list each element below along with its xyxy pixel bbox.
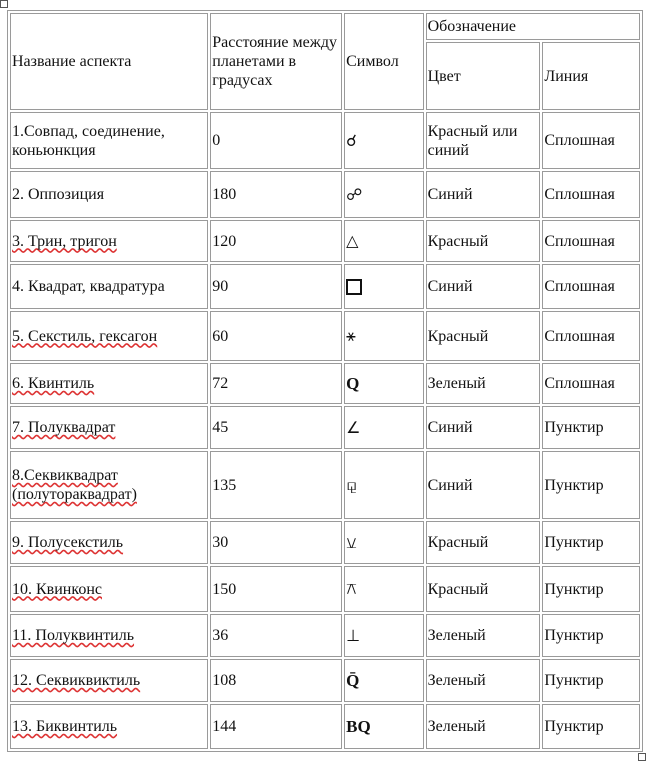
aspect-degrees: 180: [210, 171, 342, 218]
aspect-color: Красный: [426, 521, 541, 564]
aspect-symbol-cell: [344, 704, 424, 749]
table-row: [10, 264, 640, 309]
table-row: [10, 171, 640, 218]
aspect-symbol-cell: [344, 264, 424, 309]
table-row: [10, 659, 640, 702]
aspect-name: 2. Оппозиция: [12, 186, 105, 203]
aspect-color: Синий: [426, 171, 541, 218]
aspect-color: Зеленый: [426, 704, 541, 749]
aspect-color: Синий: [426, 451, 541, 519]
trine-icon: △: [346, 231, 359, 250]
aspect-symbol-cell: [344, 363, 424, 404]
aspect-name-cell: [10, 451, 208, 519]
aspect-color: Синий: [426, 406, 541, 449]
aspect-degrees: 90: [210, 264, 342, 309]
aspect-line: Пунктир: [542, 614, 640, 657]
aspect-degrees: 108: [210, 659, 342, 702]
aspect-symbol-cell: [344, 171, 424, 218]
aspect-name: 13. Биквинтиль: [12, 718, 118, 735]
semisextile-icon: ⚺: [346, 532, 357, 552]
table-row: [10, 521, 640, 564]
aspect-degrees: 144: [210, 704, 342, 749]
aspect-symbol-cell: [344, 614, 424, 657]
aspect-degrees: 135: [210, 451, 342, 519]
table-row: [10, 704, 640, 749]
quintile-icon: Q: [346, 373, 360, 393]
aspect-symbol-cell: [344, 112, 424, 169]
table-row: [10, 614, 640, 657]
aspect-color: Красный: [426, 566, 541, 612]
aspect-degrees: 72: [210, 363, 342, 404]
square-icon: [346, 279, 362, 295]
aspect-color: Красный: [426, 311, 541, 361]
aspect-color: Зеленый: [426, 614, 541, 657]
aspect-degrees: 30: [210, 521, 342, 564]
sesquiquintile-icon: Q̄: [346, 670, 360, 690]
aspect-degrees: 60: [210, 311, 342, 361]
aspect-symbol-cell: [344, 406, 424, 449]
conjunction-icon: ☌: [346, 130, 357, 150]
aspect-name: 11. Полуквинтиль: [12, 627, 135, 644]
aspect-name-cell: [10, 406, 208, 449]
sesquiquadrate-icon: ⚼: [346, 475, 358, 494]
aspect-symbol-cell: [344, 451, 424, 519]
header-symbol: Символ: [344, 13, 424, 110]
aspect-degrees: 150: [210, 566, 342, 612]
aspect-line: Сплошная: [542, 220, 640, 262]
aspect-line: Сплошная: [542, 311, 640, 361]
semisquare-icon: ∠: [346, 417, 361, 437]
aspect-symbol-cell: [344, 311, 424, 361]
aspect-line: Сплошная: [542, 112, 640, 169]
table-row: [10, 112, 640, 169]
header-aspect-name: Название аспекта: [10, 13, 208, 110]
table-row: [10, 363, 640, 404]
aspect-name: 8.Секвиквадрат (полутораквадрат): [12, 467, 137, 503]
header-color: Цвет: [426, 42, 541, 110]
aspect-line: Пунктир: [542, 704, 640, 749]
table-row: [10, 311, 640, 361]
aspect-line: Пунктир: [542, 451, 640, 519]
aspect-name-cell: [10, 171, 208, 218]
aspect-name: 4. Квадрат, квадратура: [12, 278, 165, 295]
aspect-name: 10. Квинконс: [12, 580, 102, 598]
aspect-name: 12. Секвиквиктиль: [12, 672, 141, 689]
aspect-color: Красный: [426, 220, 541, 262]
aspect-line: Сплошная: [542, 171, 640, 218]
aspect-color: Зеленый: [426, 363, 541, 404]
aspect-color: Зеленый: [426, 659, 541, 702]
aspect-name-cell: [10, 264, 208, 309]
aspect-name-cell: [10, 614, 208, 657]
aspect-name: 7. Полуквадрат: [12, 419, 116, 436]
resize-handle-top-left[interactable]: [0, 0, 8, 8]
aspect-line: Сплошная: [542, 363, 640, 404]
aspect-color: Синий: [426, 264, 541, 309]
aspect-name-cell: [10, 704, 208, 749]
aspect-symbol-cell: [344, 521, 424, 564]
aspect-name: 5. Секстиль, гексагон: [12, 327, 158, 345]
table-row: [10, 406, 640, 449]
aspect-color: Красный или синий: [426, 112, 541, 169]
aspect-symbol-cell: [344, 659, 424, 702]
biquintile-icon: BQ: [346, 716, 371, 736]
aspects-table-body: [10, 112, 640, 749]
aspect-name: 9. Полусекстиль: [12, 534, 124, 551]
aspect-line: Пунктир: [542, 566, 640, 612]
aspect-name-cell: [10, 521, 208, 564]
aspect-degrees: 120: [210, 220, 342, 262]
header-line: Линия: [542, 42, 640, 110]
semiquintile-icon: ⊥: [346, 625, 361, 645]
header-designation: Обозначение: [426, 13, 640, 40]
aspect-name-cell: [10, 659, 208, 702]
aspect-name-cell: [10, 566, 208, 612]
aspect-name-cell: [10, 220, 208, 262]
aspect-name: 6. Квинтиль: [12, 375, 95, 392]
resize-handle-bottom-right[interactable]: [638, 753, 646, 761]
aspect-symbol-cell: [344, 566, 424, 612]
aspect-line: Пунктир: [542, 406, 640, 449]
aspect-degrees: 45: [210, 406, 342, 449]
opposition-icon: ☍: [346, 184, 363, 204]
header-distance: Расстояние между планетами в градусах: [210, 13, 342, 110]
aspect-name-cell: [10, 311, 208, 361]
aspect-name-cell: [10, 363, 208, 404]
aspect-symbol-cell: [344, 220, 424, 262]
aspect-name-cell: [10, 112, 208, 169]
aspect-degrees: 0: [210, 112, 342, 169]
aspect-degrees: 36: [210, 614, 342, 657]
aspects-table: [7, 10, 643, 752]
aspect-line: Сплошная: [542, 264, 640, 309]
aspect-name: 1.Совпад, соединение, коньюнкция: [12, 122, 165, 159]
quincunx-icon: ⚻: [346, 579, 357, 598]
aspect-name: 3. Трин, тригон: [12, 232, 117, 250]
sextile-icon: ⚹: [346, 326, 356, 345]
table-row: [10, 220, 640, 262]
table-row: [10, 566, 640, 612]
aspect-line: Пунктир: [542, 659, 640, 702]
aspect-line: Пунктир: [542, 521, 640, 564]
table-row: [10, 451, 640, 519]
